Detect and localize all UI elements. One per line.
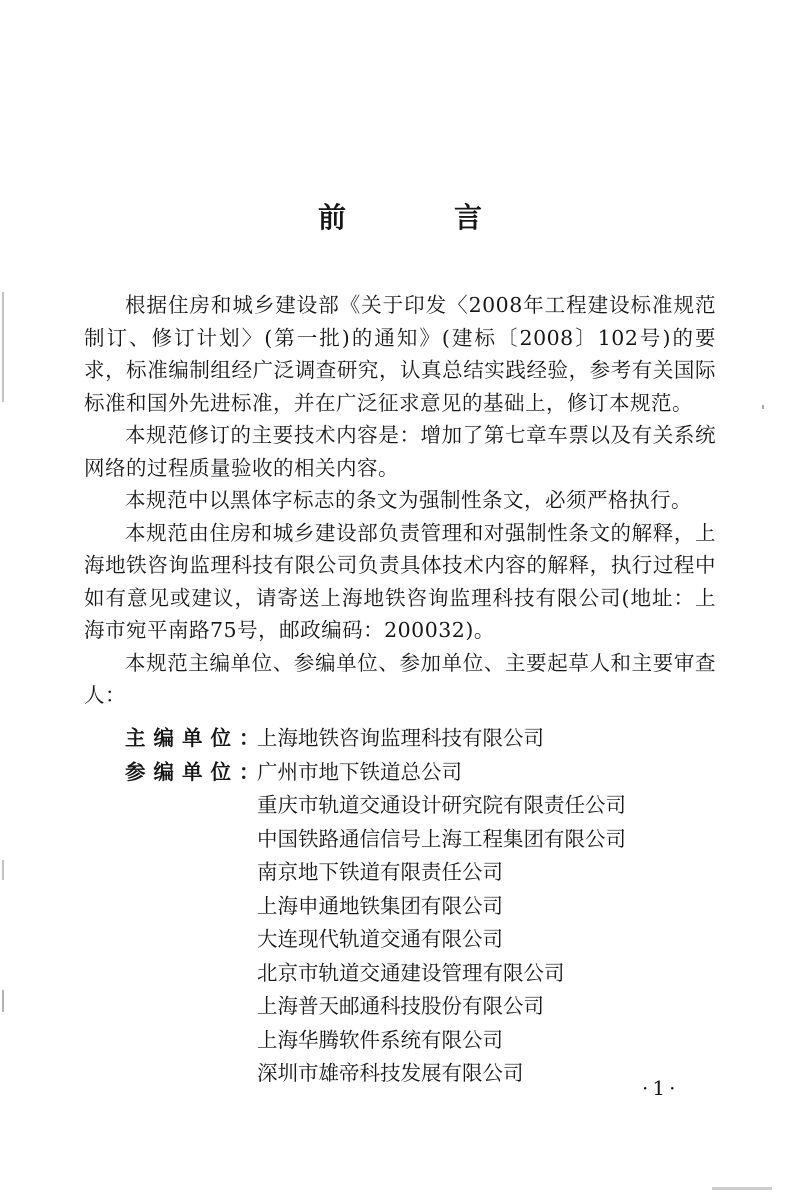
chief-editor-label: 主编单位： xyxy=(125,726,260,750)
co-editors-row xyxy=(125,756,725,1091)
paragraph-revisions: 本规范修订的主要技术内容是：增加了第七章车票以及有关系统网络的过程质量验收的相关内容。 xyxy=(84,423,716,480)
scan-artifact xyxy=(712,1187,772,1190)
list-item: 上海华腾软件系统有限公司 xyxy=(257,1027,503,1052)
scan-artifact xyxy=(2,860,4,880)
co-editors-label: 参编单位： xyxy=(125,759,260,784)
list-item: 重庆市轨道交通设计研究院有限责任公司 xyxy=(257,793,626,817)
paragraph-basis: 根据住房和城乡建设部《关于印发〈2008年工程建设标准规范制订、修订计划〉(第一批)的通知》(建标〔2008〕102号)的要求，标准编制组经广泛调查研究，认真总结实践经验，参考有关国际标准和国外先进标准，并在广泛征求意见的基础上，修订本规范。 xyxy=(84,293,716,415)
list-item: 广州市地下铁道总公司 xyxy=(257,759,462,784)
list-item: 深圳市雄帝科技发展有限公司 xyxy=(257,1061,524,1085)
page-title: 前 言 xyxy=(317,201,522,234)
scan-artifact xyxy=(762,405,764,409)
foreword-body xyxy=(84,289,716,712)
list-item: 北京市轨道交通建设管理有限公司 xyxy=(257,960,565,985)
paragraph-responsibility: 本规范由住房和城乡建设部负责管理和对强制性条文的解释，上海地铁咨询监理科技有限公司负责具体技术内容的解释，执行过程中如有意见或建议，请寄送上海地铁咨询监理科技有限公司(地址：上海市宛平南路75号，邮政编码：200032)。 xyxy=(84,520,716,642)
paragraph-mandatory: 本规范中以黑体字标志的条文为强制性条文，必须严格执行。 xyxy=(125,488,692,512)
page-number: ·1· xyxy=(642,1076,680,1100)
list-item: 大连现代轨道交通有限公司 xyxy=(257,927,503,951)
paragraph-contributors-intro: 本规范主编单位、参编单位、参加单位、主要起草人和主要审查人： xyxy=(84,650,716,707)
list-item: 上海普天邮通科技股份有限公司 xyxy=(257,994,544,1018)
scan-artifact xyxy=(2,292,4,402)
list-item: 中国铁路通信信号上海工程集团有限公司 xyxy=(257,826,626,851)
chief-editor-row xyxy=(125,722,725,756)
list-item: 上海申通地铁集团有限公司 xyxy=(257,893,503,918)
co-editors-list xyxy=(257,756,626,1091)
list-item: 南京地下铁道有限责任公司 xyxy=(257,860,503,884)
chief-editor-org: 上海地铁咨询监理科技有限公司 xyxy=(257,726,544,750)
contributor-roster xyxy=(125,722,725,1091)
scan-artifact xyxy=(2,990,4,1012)
